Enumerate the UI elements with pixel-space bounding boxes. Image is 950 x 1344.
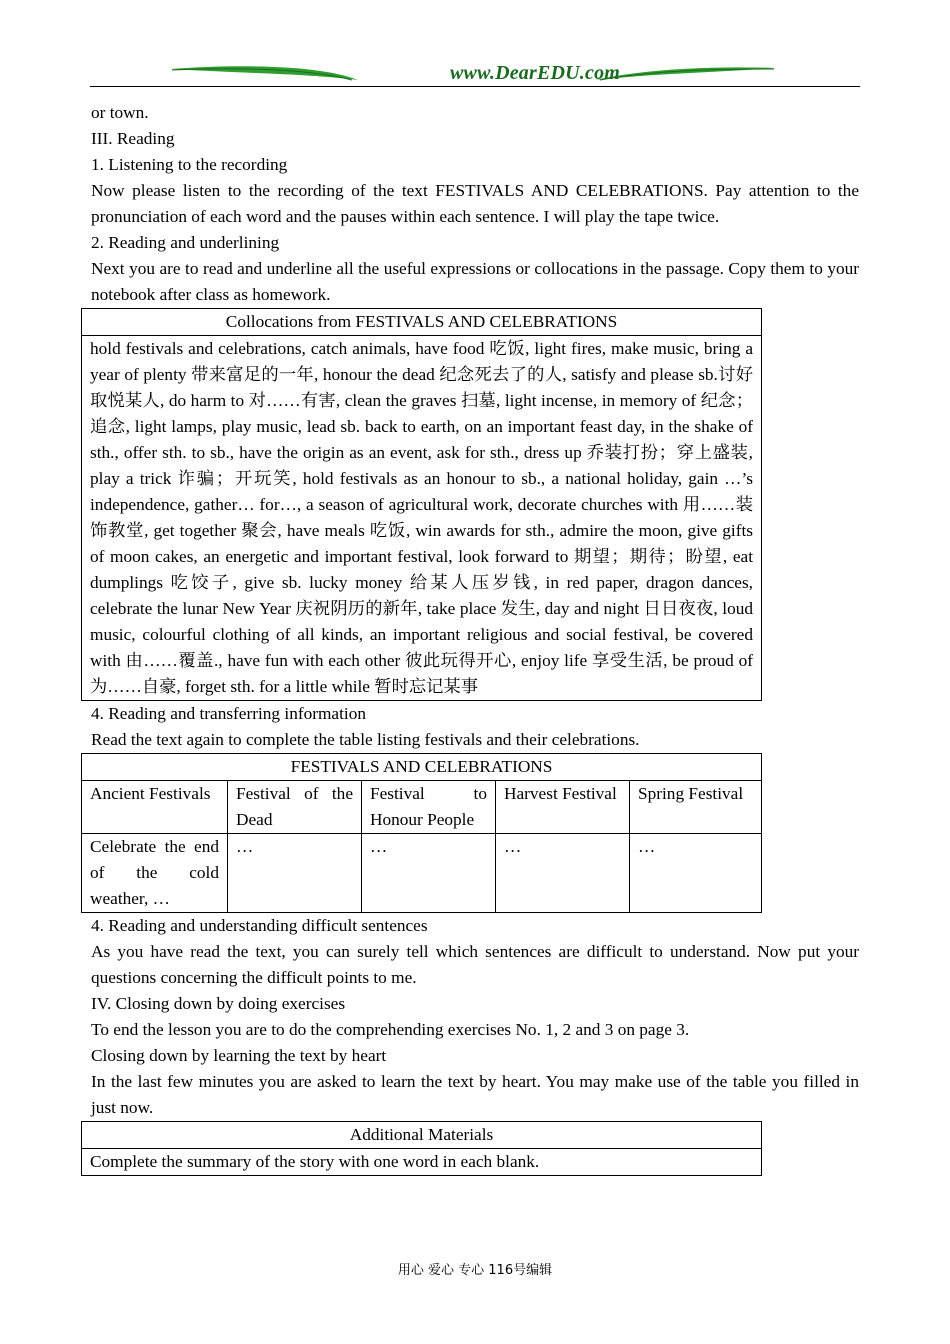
collocations-table-body: hold festivals and celebrations, catch animals, have food 吃饭, light fires, make music, bring a year of plenty 带来富足的一年, honour the dead 纪念死去了的人, satisfy and please sb.讨好取悦某人, do harm to 对……有害, clean the graves 扫墓, light incense, in memory of 纪念；追念, light lamps, play music, lead sb. back to earth, on an important feast day, in the shake of sth., offer sth. to sb., have the origin as an event, ask for sth., dress up 乔装打扮；穿上盛装, play a trick 诈骗；开玩笑, hold festivals as an honour to sb., a national holiday, gain …’s independence, gather… for…, a season of agricultural work, decorate churches with 用……装饰教堂, get together 聚会, have meals 吃饭, win awards for sth., admire the moon, give gifts of moon cakes, an energetic and important festival, look forward to 期望；期待；盼望, eat dumplings 吃饺子, give sb. lucky money 给某人压岁钱, in red paper, dragon dances, celebrate the lunar New Year 庆祝阴历的新年, take place 发生, day and night 日日夜夜, loud music, colourful clothing of all kinds, an important religious and social festival, be covered with 由……覆盖., have fun with each other 彼此玩得开心, enjoy life 享受生活, be proud of 为……自豪, forget sth. for a little while 暂时忘记某事 [82, 336, 762, 701]
table-header-cell: Spring Festival [630, 781, 762, 834]
section-heading: III. Reading [91, 129, 175, 148]
collocations-table [81, 308, 762, 701]
festivals-table [81, 753, 762, 913]
table-header-cell: Ancient Festivals [82, 781, 228, 834]
table-cell: Celebrate the end of the cold weather, … [82, 834, 228, 913]
additional-materials-body: Complete the summary of the story with one word in each blank. [82, 1149, 762, 1176]
additional-materials-table [81, 1121, 762, 1176]
table-cell: … [496, 834, 630, 913]
subheading: 4. Reading and transferring information [91, 704, 366, 723]
collocations-table-title: Collocations from FESTIVALS AND CELEBRATIONS [82, 309, 762, 336]
section-heading: IV. Closing down by doing exercises [91, 994, 346, 1013]
paragraph: or town. [91, 103, 149, 122]
paragraph: Next you are to read and underline all the useful expressions or collocations in the passage. Copy them to your notebook after class as homework. [91, 259, 859, 304]
additional-materials-title: Additional Materials [82, 1122, 762, 1149]
table-header-cell: Harvest Festival [496, 781, 630, 834]
subheading: 2. Reading and underlining [91, 233, 280, 252]
paragraph: In the last few minutes you are asked to learn the text by heart. You may make use of the table you filled in just now. [91, 1072, 859, 1117]
paragraph: To end the lesson you are to do the comprehending exercises No. 1, 2 and 3 on page 3. [91, 1020, 690, 1039]
paragraph: Read the text again to complete the table listing festivals and their celebrations. [91, 730, 640, 749]
subheading: Closing down by learning the text by heart [91, 1046, 387, 1065]
table-header-cell: Festival of the Dead [228, 781, 362, 834]
table-cell: … [228, 834, 362, 913]
header-rule [90, 86, 860, 87]
paragraph: As you have read the text, you can surely tell which sentences are difficult to understand. Now put your questions concerning the difficult points to me. [91, 942, 859, 987]
festivals-table-title: FESTIVALS AND CELEBRATIONS [82, 754, 762, 781]
table-header-cell: Festival to Honour People [362, 781, 496, 834]
page-footer: 用心 爱心 专心 116号编辑 [397, 1263, 553, 1278]
paragraph: Now please listen to the recording of the text FESTIVALS AND CELEBRATIONS. Pay attention to the pronunciation of each word and the pauses within each sentence. I will play the tape twice. [91, 181, 859, 226]
table-cell: … [630, 834, 762, 913]
site-name: www.DearEDU.com [450, 62, 621, 84]
page-header [90, 60, 860, 90]
subheading: 4. Reading and understanding difficult sentences [91, 916, 428, 935]
table-cell: … [362, 834, 496, 913]
subheading: 1. Listening to the recording [91, 155, 288, 174]
document-body [91, 100, 859, 1176]
